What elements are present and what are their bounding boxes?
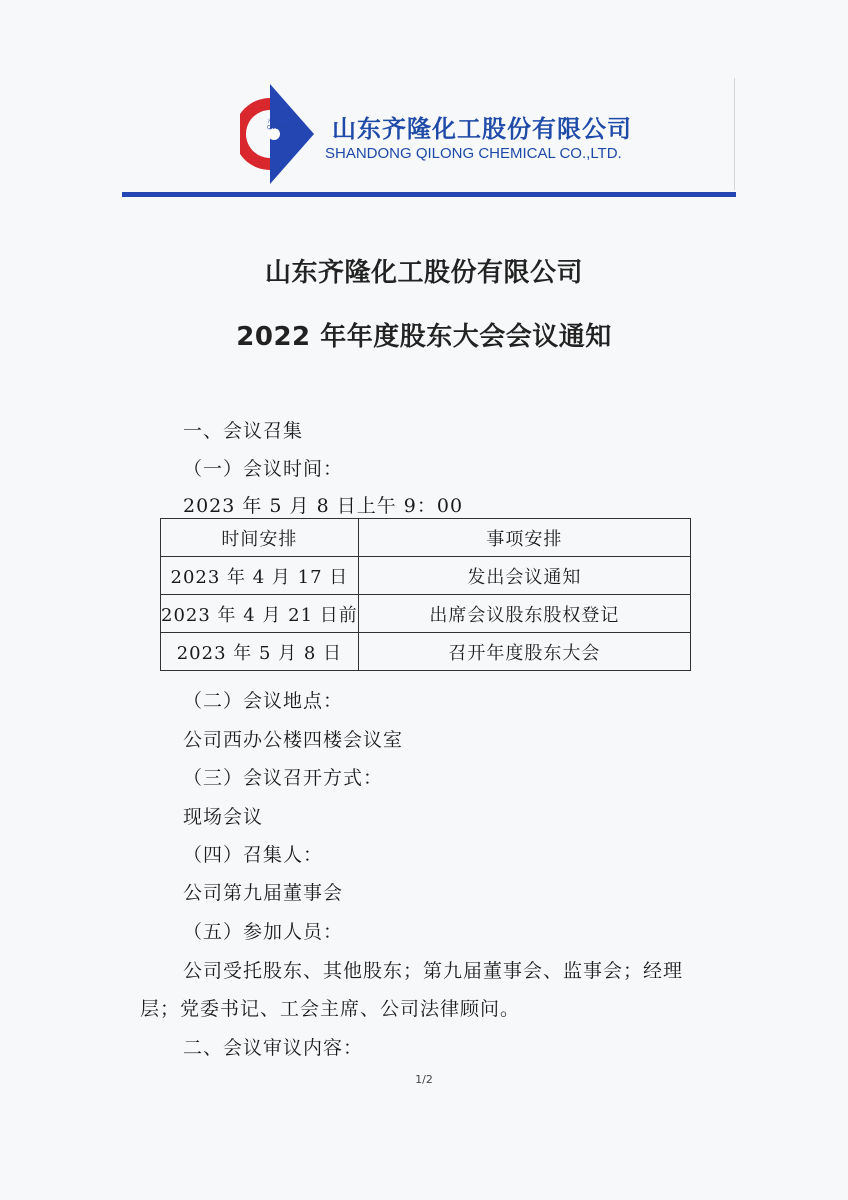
company-name-cn: 山东齐隆化工股份有限公司 — [332, 115, 632, 143]
method-heading: （三）会议召开方式： — [183, 767, 384, 789]
letterhead — [122, 78, 736, 198]
table-cell-date: 2023 年 4 月 21 日前 — [161, 595, 359, 633]
logo-text-cn: 齐隆 — [267, 119, 278, 125]
place-value: 公司西办公楼四楼会议室 — [183, 729, 404, 751]
table-cell-item: 出席会议股东股权登记 — [358, 595, 690, 633]
table-cell-date: 2023 年 5 月 8 日 — [161, 633, 359, 671]
table-header-row — [161, 519, 691, 557]
table-row — [161, 557, 691, 595]
logo-caption — [267, 119, 287, 131]
section-heading-1: 一、会议召集 — [183, 420, 304, 442]
convener-value: 公司第九届董事会 — [183, 882, 344, 904]
section-heading-2: 二、会议审议内容： — [183, 1037, 364, 1059]
table-cell-item: 召开年度股东大会 — [358, 633, 690, 671]
letterhead-divider — [734, 78, 735, 190]
table-header-time: 时间安排 — [161, 519, 359, 557]
table-header-item: 事项安排 — [358, 519, 690, 557]
table-row — [161, 595, 691, 633]
table-row — [161, 633, 691, 671]
company-name-en: SHANDONG QILONG CHEMICAL CO.,LTD. — [325, 145, 622, 162]
time-value: 2023 年 5 月 8 日上午 9：00 — [183, 495, 464, 517]
convener-heading: （四）召集人： — [183, 844, 324, 866]
method-value: 现场会议 — [183, 806, 264, 828]
attendees-line2: 层；党委书记、工会主席、公司法律顾问。 — [140, 998, 521, 1020]
place-heading: （二）会议地点： — [183, 690, 344, 712]
attendees-line1: 公司受托股东、其他股东；第九届董事会、监事会；经理 — [183, 960, 684, 982]
letterhead-rule — [122, 192, 736, 197]
company-logo-icon — [240, 84, 322, 184]
table-cell-date: 2023 年 4 月 17 日 — [161, 557, 359, 595]
document-title-line1: 山东齐隆化工股份有限公司 — [264, 258, 583, 288]
time-heading: （一）会议时间： — [183, 458, 344, 480]
attendees-heading: （五）参加人员： — [183, 921, 344, 943]
document-title-line2: 2022 年年度股东大会会议通知 — [236, 322, 612, 352]
schedule-table — [160, 518, 691, 671]
table-cell-item: 发出会议通知 — [358, 557, 690, 595]
page-number: 1/2 — [415, 1073, 433, 1086]
logo-text-en: QILONG — [267, 125, 287, 131]
